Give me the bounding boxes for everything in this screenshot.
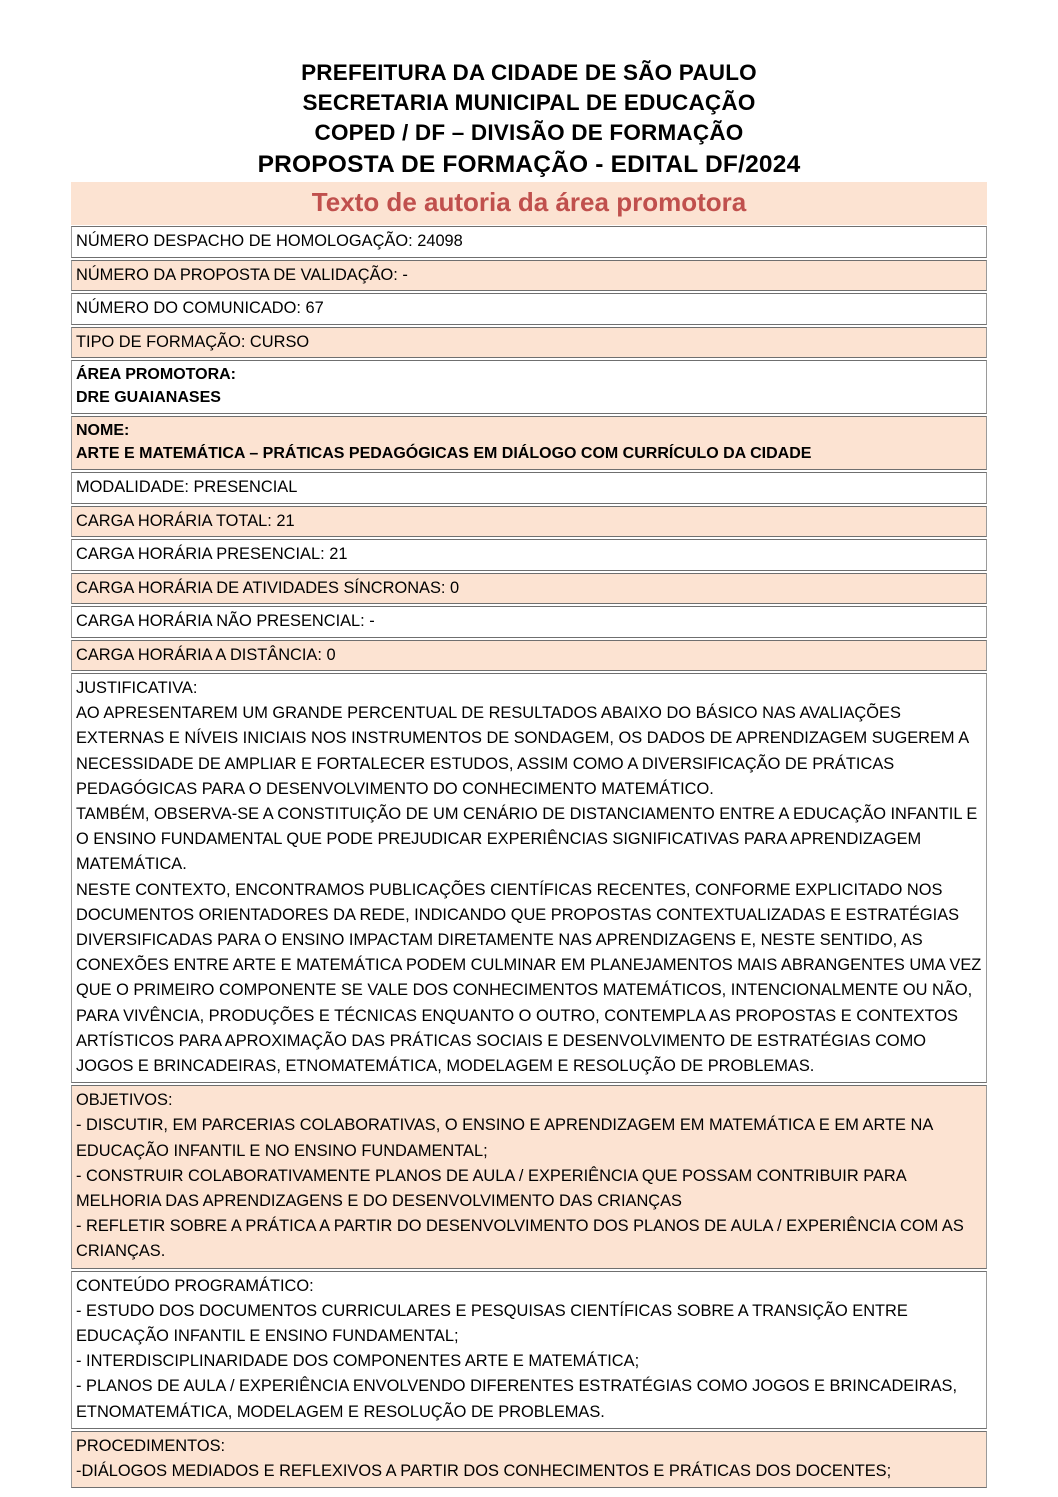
row-line: OBJETIVOS: xyxy=(76,1091,173,1110)
row-line: NÚMERO DO COMUNICADO: 67 xyxy=(76,299,324,317)
table-row-procedimentos xyxy=(71,1431,987,1488)
proposta-table xyxy=(71,226,987,1488)
row-line: NOME: xyxy=(76,422,130,439)
row-line: - DISCUTIR, EM PARCERIAS COLABORATIVAS, O ENSINO E APRENDIZAGEM EM MATEMÁTICA E EM ARTE NA EDUCAÇÃO INFANTIL E NO ENSINO FUNDAMENTAL; xyxy=(76,1116,933,1160)
row-line: CARGA HORÁRIA TOTAL: 21 xyxy=(76,511,295,530)
banner-texto-autoria xyxy=(71,182,987,225)
header-line-secretaria: SECRETARIA MUNICIPAL DE EDUCAÇÃO xyxy=(302,90,756,115)
table-row-carga-horaria-a-distancia xyxy=(71,640,987,672)
row-line: - CONSTRUIR COLABORATIVAMENTE PLANOS DE AULA / EXPERIÊNCIA QUE POSSAM CONTRIBUIR PARA MELHORIA DAS APRENDIZAGENS E DO DESENVOLVIMENTO DAS CRIANÇAS xyxy=(76,1166,906,1211)
row-line: JUSTIFICATIVA: xyxy=(76,679,198,697)
banner-label: Texto de autoria da área promotora xyxy=(311,187,747,217)
table-row-tipo-de-formacao xyxy=(71,327,987,359)
row-line: -DIÁLOGOS MEDIADOS E REFLEXIVOS A PARTIR DOS CONHECIMENTOS E PRÁTICAS DOS DOCENTES; xyxy=(76,1462,892,1481)
row-line: MODALIDADE: PRESENCIAL xyxy=(76,478,298,496)
row-line: CARGA HORÁRIA PRESENCIAL: 21 xyxy=(76,545,348,563)
table-row-numero-proposta-validacao xyxy=(71,260,987,292)
row-line: TIPO DE FORMAÇÃO: CURSO xyxy=(76,332,310,351)
table-row-carga-horaria-total xyxy=(71,506,987,538)
table-row-justificativa xyxy=(71,673,987,1083)
document-header xyxy=(0,0,1058,181)
row-line: CARGA HORÁRIA A DISTÂNCIA: 0 xyxy=(76,645,336,664)
row-line: TAMBÉM, OBSERVA-SE A CONSTITUIÇÃO DE UM CENÁRIO DE DISTANCIAMENTO ENTRE A EDUCAÇÃO INFANTIL E O ENSINO FUNDAMENTAL QUE PODE PREJUDICAR EXPERIÊNCIAS SIGNIFICATIVAS PARA APRENDIZAGEM MATEMÁTICA. xyxy=(76,805,978,874)
row-line: NÚMERO DA PROPOSTA DE VALIDAÇÃO: - xyxy=(76,265,408,284)
table-row-area-promotora xyxy=(71,360,987,414)
table-row-carga-horaria-nao-presencial xyxy=(71,606,987,638)
table-row-conteudo-programatico xyxy=(71,1271,987,1429)
row-line: - PLANOS DE AULA / EXPERIÊNCIA ENVOLVENDO DIFERENTES ESTRATÉGIAS COMO JOGOS E BRINCADEIRAS, ETNOMATEMÁTICA, MODELAGEM E RESOLUÇÃO DE PROBLEMAS. xyxy=(76,1377,958,1421)
row-line: CARGA HORÁRIA DE ATIVIDADES SÍNCRONAS: 0 xyxy=(76,578,460,597)
table-row-carga-horaria-presencial xyxy=(71,539,987,571)
table-row-objetivos xyxy=(71,1085,987,1268)
table-row-carga-horaria-atividades-sincronas xyxy=(71,573,987,605)
header-line-proposta: PROPOSTA DE FORMAÇÃO - EDITAL DF/2024 xyxy=(257,151,801,178)
row-line: NÚMERO DESPACHO DE HOMOLOGAÇÃO: 24098 xyxy=(76,232,463,250)
row-line: NESTE CONTEXTO, ENCONTRAMOS PUBLICAÇÕES CIENTÍFICAS RECENTES, CONFORME EXPLICITADO NOS DOCUMENTOS ORIENTADORES DA REDE, INDICANDO QUE PROPOSTAS CONTEXTUALIZADAS E ESTRATÉGIAS DIVERSIFICADAS PARA O ENSINO IMPACTAM DIRETAMENTE NAS APRENDIZAGENS E, NESTE SENTIDO, AS CONEXÕES ENTRE ARTE E MATEMÁTICA PODEM CULMINAR EM PLANEJAMENTOS MAIS ABRANGENTES UMA VEZ QUE O PRIMEIRO COMPONENTE SE VALE DOS CONHECIMENTOS MATEMÁTICOS, INTENCIONALMENTE OU NÃO, PARA VIVÊNCIA, PRODUÇÕES E TÉCNICAS ENQUANTO O OUTRO, CONTEMPLA AS PROPOSTAS E CONTEXTOS ARTÍSTICOS PARA APROXIMAÇÃO DAS PRÁTICAS SOCIAIS E DESENVOLVIMENTO DE ESTRATÉGIAS COMO JOGOS E BRINCADEIRAS, ETNOMATEMÁTICA, MODELAGEM E RESOLUÇÃO DE PROBLEMAS. xyxy=(76,880,982,1076)
table-row-numero-despacho-homologacao xyxy=(71,226,987,258)
row-line: PROCEDIMENTOS: xyxy=(76,1436,226,1455)
table-row-numero-comunicado xyxy=(71,293,987,325)
row-line: AO APRESENTAREM UM GRANDE PERCENTUAL DE RESULTADOS ABAIXO DO BÁSICO NAS AVALIAÇÕES EXTERNAS E NÍVEIS INICIAIS NOS INSTRUMENTOS DE SONDAGEM, OS DADOS DE APRENDIZAGEM SUGEREM A NECESSIDADE DE AMPLIAR E FORTALECER ESTUDOS, ASSIM COMO A DIVERSIFICAÇÃO DE PRÁTICAS PEDAGÓGICAS PARA O DESENVOLVIMENTO DO CONHECIMENTO MATEMÁTICO. xyxy=(76,704,969,798)
row-line: ARTE E MATEMÁTICA – PRÁTICAS PEDAGÓGICAS EM DIÁLOGO COM CURRÍCULO DA CIDADE xyxy=(76,444,812,462)
row-line: ÁREA PROMOTORA: xyxy=(76,366,236,383)
row-line: CARGA HORÁRIA NÃO PRESENCIAL: - xyxy=(76,612,375,630)
header-line-prefeitura: PREFEITURA DA CIDADE DE SÃO PAULO xyxy=(301,60,757,85)
row-line: DRE GUAIANASES xyxy=(76,388,221,406)
table-row-nome xyxy=(71,416,987,470)
table-row-modalidade xyxy=(71,472,987,504)
row-line: - ESTUDO DOS DOCUMENTOS CURRICULARES E PESQUISAS CIENTÍFICAS SOBRE A TRANSIÇÃO ENTRE EDUCAÇÃO INFANTIL E ENSINO FUNDAMENTAL; xyxy=(76,1301,908,1346)
header-line-coped: COPED / DF – DIVISÃO DE FORMAÇÃO xyxy=(314,120,744,145)
row-line: CONTEÚDO PROGRAMÁTICO: xyxy=(76,1276,314,1295)
row-line: - REFLETIR SOBRE A PRÁTICA A PARTIR DO DESENVOLVIMENTO DOS PLANOS DE AULA / EXPERIÊNCIA COM AS CRIANÇAS. xyxy=(76,1217,964,1261)
row-line: - INTERDISCIPLINARIDADE DOS COMPONENTES ARTE E MATEMÁTICA; xyxy=(76,1352,640,1371)
